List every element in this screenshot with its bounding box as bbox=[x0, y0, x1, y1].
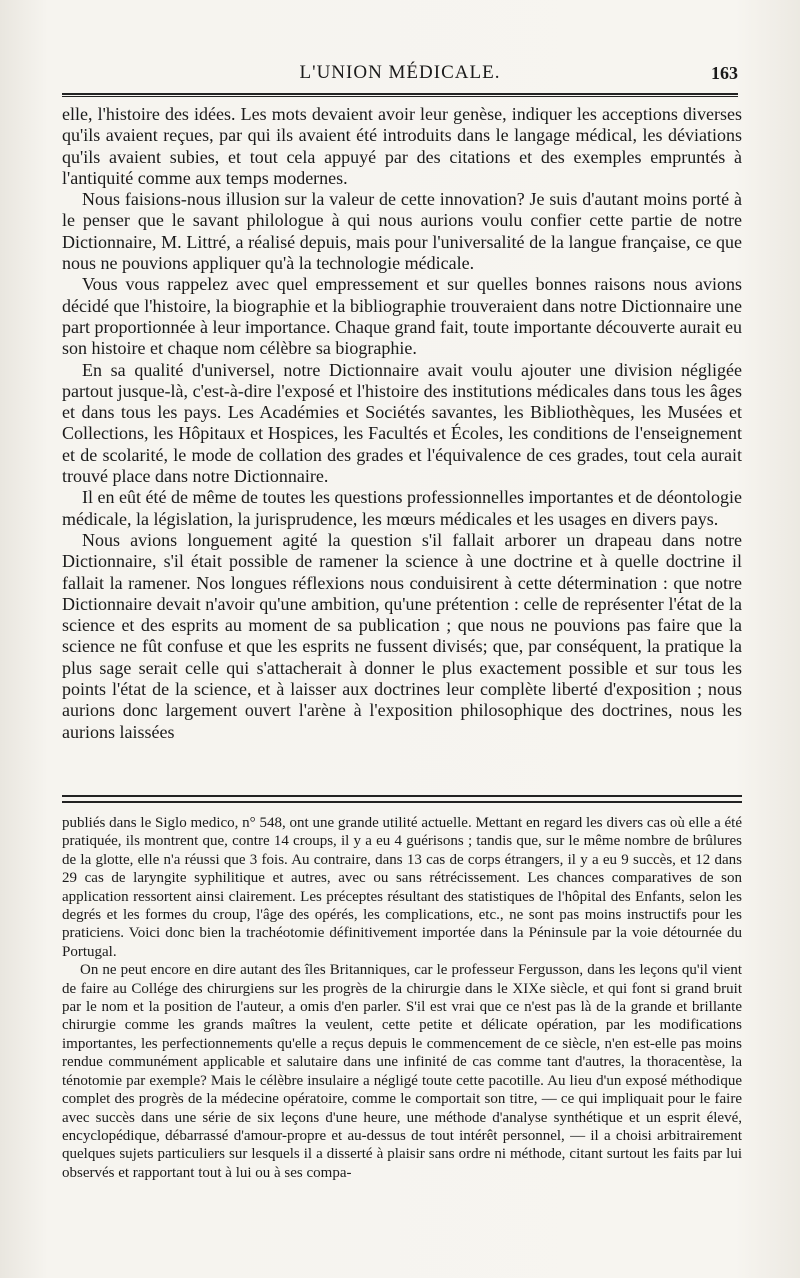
feuilleton-rule bbox=[62, 795, 742, 803]
page-number: 163 bbox=[711, 63, 738, 83]
page-header bbox=[62, 60, 738, 88]
paragraph: Nous faisions-nous illusion sur la valeur de cette innovation? Je suis d'autant moins porté à le penser que le savant philologue à qui nous aurions voulu confier cette partie de notre Dictionnaire, M. Littré, a réalisé depuis, mais pour l'universalité de la langue française, ce que nous ne pouvions appliquer qu'à la technologie médicale. bbox=[62, 189, 742, 274]
feuilleton-paragraph: On ne peut encore en dire autant des îles Britanniques, car le professeur Fergusson, dans les leçons qu'il vient de faire au Collége des chirurgiens sur les progrès de la chirurgie dans le XIXe siècle, et qui font si grand bruit par le nom et la position de l'auteur, a omis d'en parler. S'il est vrai que ce n'est pas là de la grande et brillante chirurgie comme les grands maîtres la veulent, cette petite et délicate opération, par les modifications importantes, les perfectionnements qu'elle a reçus depuis le commencement de ce siècle, n'en est-elle pas moins rendue communément applicable et salutaire dans une infinité de cas comme tant d'autres, la thoracentèse, la ténotomie par exemple? Mais le célèbre insulaire a négligé toute cette pacotille. Au lieu d'un exposé méthodique complet des progrès de la médecine opératoire, comme le comportait son titre, — ce qui impliquait pour le faire avec succès dans une série de six leçons d'une heure, une méthode d'analyse synthétique et un esprit élevé, encyclopédique, débarrassé d'amour-propre et au-dessus de tout intérêt personnel, — il a choisi arbitrairement quelques sujets particuliers sur lesquels il a disserté à plaisir sans ordre ni méthode, citant surtout les faits par lui observés et rapportant tout à lui ou à ses compa- bbox=[62, 962, 742, 1181]
header-rule bbox=[62, 93, 738, 97]
paragraph: elle, l'histoire des idées. Les mots devaient avoir leur genèse, indiquer les acceptions diverses qu'ils avaient reçues, par qui ils avaient été introduits dans le langage médical, les déviations qu'ils avaient subies, et tout cela appuyé par des citations et des exemples empruntés à l'antiquité comme aux temps modernes. bbox=[62, 104, 742, 188]
paragraph: Vous vous rappelez avec quel empressement et sur quelles bonnes raisons nous avions décidé que l'histoire, la biographie et la bibliographie trouveraient dans notre Dictionnaire une part proportionnée à leur importance. Chaque grand fait, toute importante découverte aurait eu son histoire et chaque nom célèbre sa biographie. bbox=[62, 274, 742, 359]
paragraph: En sa qualité d'universel, notre Dictionnaire avait voulu ajouter une division négligée partout jusque-là, c'est-à-dire l'exposé et l'histoire des institutions médicales dans tous les âges et dans tous les pays. Les Académies et Sociétés savantes, les Bibliothèques, les Musées et Collections, les Hôpitaux et Hospices, les Facultés et Écoles, les conditions de l'enseignement et de scolarité, le mode de collation des grades et l'équivalence de ces grades, tout cela aurait trouvé place dans notre Dictionnaire. bbox=[62, 359, 742, 487]
main-text bbox=[62, 104, 742, 743]
feuilleton-paragraph: publiés dans le Siglo medico, n° 548, ont une grande utilité actuelle. Mettant en regard les divers cas où elle a été pratiquée, ils montrent que, contre 14 croups, il y a eu 4 guérisons ; tandis que, sur le même nombre de brûlures de la glotte, elle n'a réussi que 3 fois. Au contraire, dans 13 cas de corps étrangers, il y a eu 9 succès, et 12 dans 29 cas de laryngite syphilitique et autres, avec ou sans rétrécissement. Les chances comparatives de son application ressortent ainsi clairement. Les préceptes résultant des statistiques de l'hôpital des Enfants, selon les degrés et les formes du croup, l'âge des opérés, les complications, etc., ne sont pas moins instructifs pour les praticiens. Voici donc bien la trachéotomie définitivement importée dans la Péninsule par la voie détournée du Portugal. bbox=[62, 815, 742, 960]
paragraph: Il en eût été de même de toutes les questions professionnelles importantes et de déontologie médicale, la législation, la jurisprudence, les mœurs médicales et les usages en divers pays. bbox=[62, 487, 742, 529]
running-title: L'UNION MÉDICALE. bbox=[299, 62, 501, 83]
paragraph: Nous avions longuement agité la question s'il fallait arborer un drapeau dans notre Dictionnaire, s'il était possible de ramener la science à une doctrine et à quelle doctrine il fallait la ramener. Nos longues réflexions nous conduisirent à cette détermination : que notre Dictionnaire devait n'avoir qu'une ambition, qu'une prétention : celle de représenter l'état de la science et des esprits au moment de sa publication ; que nous ne pouvions pas faire que la science ne fût confuse et que les esprits ne fussent divisés; que, par conséquent, la pratique la plus sage serait celle qui s'attacherait à donner le plus exactement possible et sur tous les points l'état de la science, et à laisser aux doctrines leur complète liberté d'exposition ; nous aurions donc largement ouvert l'arène à l'exposition philosophique des doctrines, nous les aurions laissées bbox=[62, 529, 742, 742]
feuilleton-text bbox=[62, 814, 742, 1182]
